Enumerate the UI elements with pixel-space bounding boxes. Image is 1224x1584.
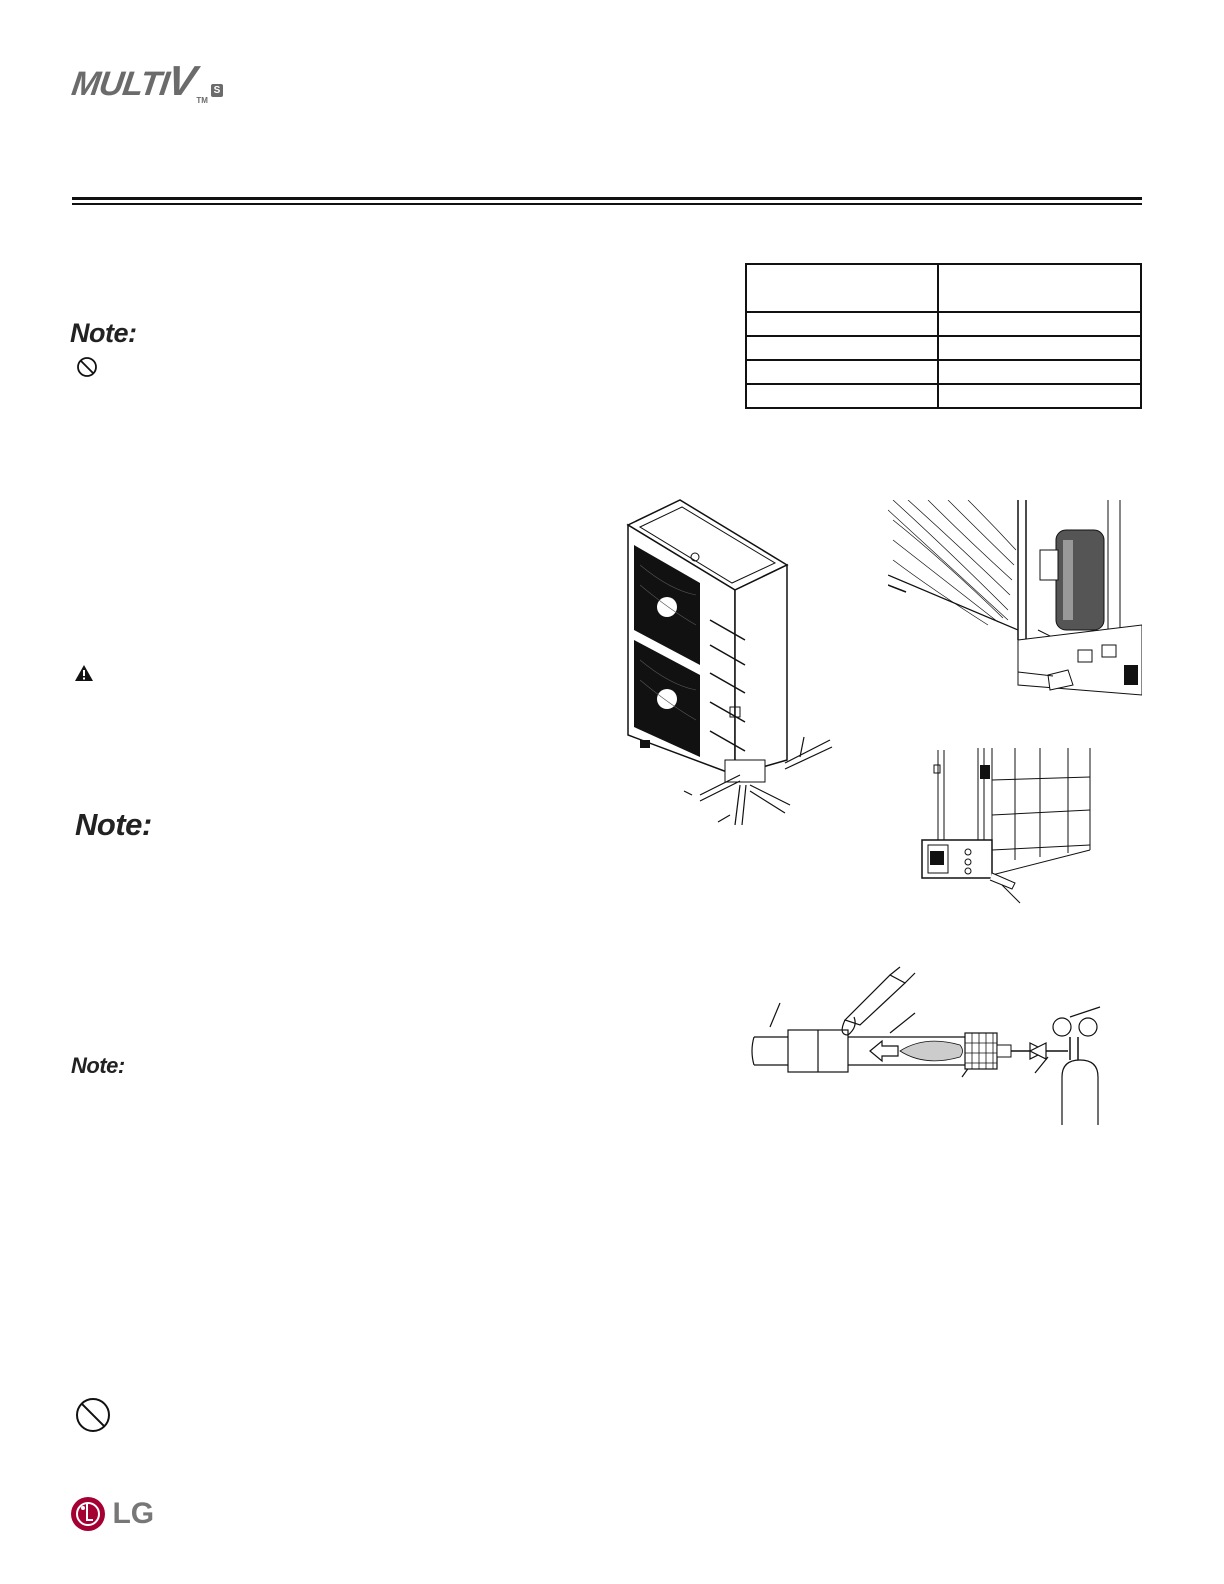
brand-word: MULTI	[69, 65, 172, 103]
lg-logo	[70, 1496, 154, 1532]
table-cell	[938, 264, 1141, 312]
brand-suffix: S	[211, 84, 223, 97]
note-heading-2: Note:	[75, 807, 152, 842]
table-cell	[746, 384, 938, 408]
table-cell	[938, 360, 1141, 384]
warning-icon	[74, 664, 94, 682]
header-rule-bottom	[72, 203, 1142, 205]
table-cell	[938, 384, 1141, 408]
unit-side-illustration	[920, 745, 1100, 905]
unit-interior-illustration	[888, 500, 1142, 700]
table-cell	[746, 312, 938, 336]
table-row	[746, 384, 1141, 408]
note-heading-1: Note:	[70, 318, 137, 348]
header-rule-top	[72, 197, 1142, 200]
table-cell	[746, 360, 938, 384]
table-cell	[938, 312, 1141, 336]
outdoor-unit-illustration	[600, 495, 840, 840]
brazing-diagram	[750, 965, 1120, 1130]
table-row	[746, 312, 1141, 336]
table-header-row	[746, 264, 1141, 312]
table-cell	[746, 336, 938, 360]
prohibited-icon	[74, 1396, 112, 1434]
brand-tm: TM	[196, 96, 208, 105]
lg-logo-mark-icon	[70, 1496, 106, 1532]
prohibited-icon	[76, 356, 98, 378]
table-cell	[938, 336, 1141, 360]
note-heading-3: Note:	[71, 1053, 125, 1078]
lg-logo-text: LG	[112, 1497, 155, 1530]
table-row	[746, 360, 1141, 384]
brand-logo	[69, 57, 262, 105]
spec-table	[745, 263, 1142, 409]
brand-letter: V	[165, 57, 199, 104]
table-row	[746, 336, 1141, 360]
table-cell	[746, 264, 938, 312]
